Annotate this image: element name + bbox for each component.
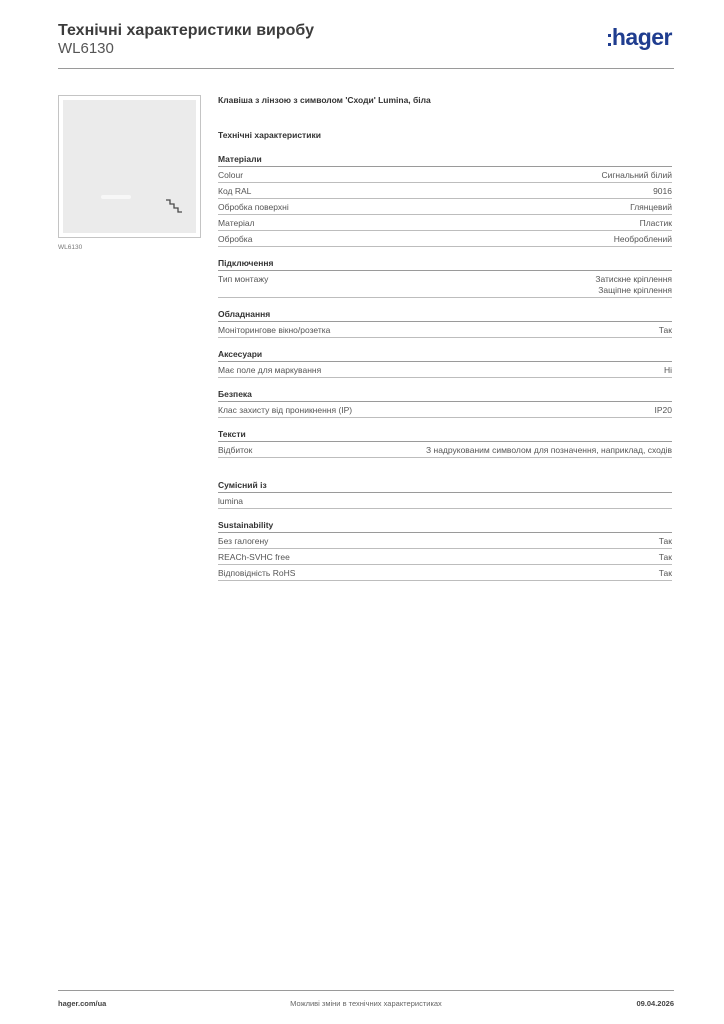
- spec-groups: [218, 154, 672, 581]
- spec-value-line: IP20: [654, 405, 672, 415]
- spec-group-title: Підключення: [218, 258, 672, 271]
- spec-group: [218, 258, 672, 298]
- spec-group-title: Безпека: [218, 389, 672, 402]
- spec-label: Обробка: [218, 234, 253, 244]
- spec-row: [218, 322, 672, 338]
- spec-value: [640, 218, 672, 229]
- spec-value-line: Так: [658, 568, 672, 578]
- spec-group-title: Матеріали: [218, 154, 672, 167]
- spec-group: [218, 480, 672, 509]
- page-header: [58, 20, 674, 69]
- document-subtitle: WL6130: [58, 40, 114, 57]
- spec-row: [218, 231, 672, 247]
- spec-row: [218, 271, 672, 298]
- spec-group: [218, 154, 672, 247]
- spec-value: [655, 405, 673, 416]
- product-image: [58, 95, 201, 238]
- spec-value: [653, 186, 672, 197]
- spec-label: Відбиток: [218, 445, 253, 455]
- spec-value: [659, 536, 672, 547]
- stairs-symbol-icon: [165, 199, 185, 215]
- spec-row: [218, 183, 672, 199]
- spec-value-line: Так: [658, 536, 672, 546]
- spec-row: [218, 215, 672, 231]
- spec-row: [218, 442, 672, 458]
- spec-row: [218, 362, 672, 378]
- page-footer: [58, 990, 674, 1011]
- spec-value: [659, 325, 672, 336]
- spec-section-title: Технічні характеристики: [218, 130, 321, 140]
- spec-value: [659, 568, 672, 579]
- spec-row: [218, 167, 672, 183]
- spec-value-line: Глянцевий: [630, 202, 672, 212]
- spec-group: [218, 349, 672, 378]
- spec-group-title: Sustainability: [218, 520, 672, 533]
- spec-label: Має поле для маркування: [218, 365, 322, 375]
- spec-value: [426, 445, 672, 456]
- spec-group-title: Тексти: [218, 429, 672, 442]
- spec-group: [218, 309, 672, 338]
- spec-row: [218, 533, 672, 549]
- spec-label: Клас захисту від проникнення (IP): [218, 405, 353, 415]
- spec-value-line: Необроблений: [613, 234, 672, 244]
- spec-row: [218, 402, 672, 418]
- spec-label: Тип монтажу: [218, 274, 269, 284]
- spec-group-title: Аксесуари: [218, 349, 672, 362]
- spec-group-title: Сумісний із: [218, 480, 672, 493]
- lens-window: [101, 195, 131, 199]
- footer-note: Можливі зміни в технічних характеристиках: [290, 999, 442, 1008]
- spec-group: [218, 429, 672, 458]
- spec-label: Моніторингове вікно/розетка: [218, 325, 331, 335]
- document-title: Технічні характеристики виробу: [58, 22, 314, 39]
- footer-date: 09.04.2026: [636, 999, 674, 1008]
- spec-label: Обробка поверхні: [218, 202, 289, 212]
- spec-value: [595, 274, 672, 296]
- spec-label: Без галогену: [218, 536, 269, 546]
- spec-value-line: Сигнальний білий: [601, 170, 672, 180]
- spec-value-line: Пластик: [639, 218, 672, 228]
- spec-value-line: Так: [658, 552, 672, 562]
- spec-row: [218, 549, 672, 565]
- spec-label: Код RAL: [218, 186, 252, 196]
- product-image-caption: WL6130: [58, 244, 83, 251]
- spec-label: Відповідність RoHS: [218, 568, 296, 578]
- product-title: Клавіша з лінзою з символом 'Сходи' Lumina, біла: [218, 95, 431, 105]
- logo-text: hager: [611, 24, 672, 50]
- spec-value: [601, 170, 672, 181]
- spec-row: [218, 565, 672, 581]
- spec-row: [218, 199, 672, 215]
- hager-logo[interactable]: [608, 26, 672, 49]
- footer-website-link[interactable]: hager.com/ua: [58, 999, 107, 1008]
- spec-value: [664, 365, 672, 376]
- spec-value: [614, 234, 672, 245]
- logo-dots-icon: [608, 34, 611, 46]
- spec-value: [659, 552, 672, 563]
- spec-value-line: 9016: [653, 186, 672, 196]
- spec-value-line: Так: [658, 325, 672, 335]
- spec-label: Матеріал: [218, 218, 255, 228]
- spec-value-line: З надрукованим символом для позначення, наприклад, сходів: [426, 445, 672, 455]
- spec-group: [218, 389, 672, 418]
- spec-row: [218, 493, 672, 509]
- spec-group: [218, 520, 672, 581]
- spec-value: [630, 202, 672, 213]
- spec-label: Colour: [218, 170, 244, 180]
- spec-value-line: Ні: [663, 365, 672, 375]
- spec-label: REACh-SVHC free: [218, 552, 290, 562]
- spec-label: lumina: [218, 496, 244, 506]
- spec-group-title: Обладнання: [218, 309, 672, 322]
- spec-content: [218, 95, 672, 581]
- spec-value-line: Защіпне кріплення: [598, 285, 672, 295]
- spec-value-line: Затискне кріплення: [595, 274, 672, 284]
